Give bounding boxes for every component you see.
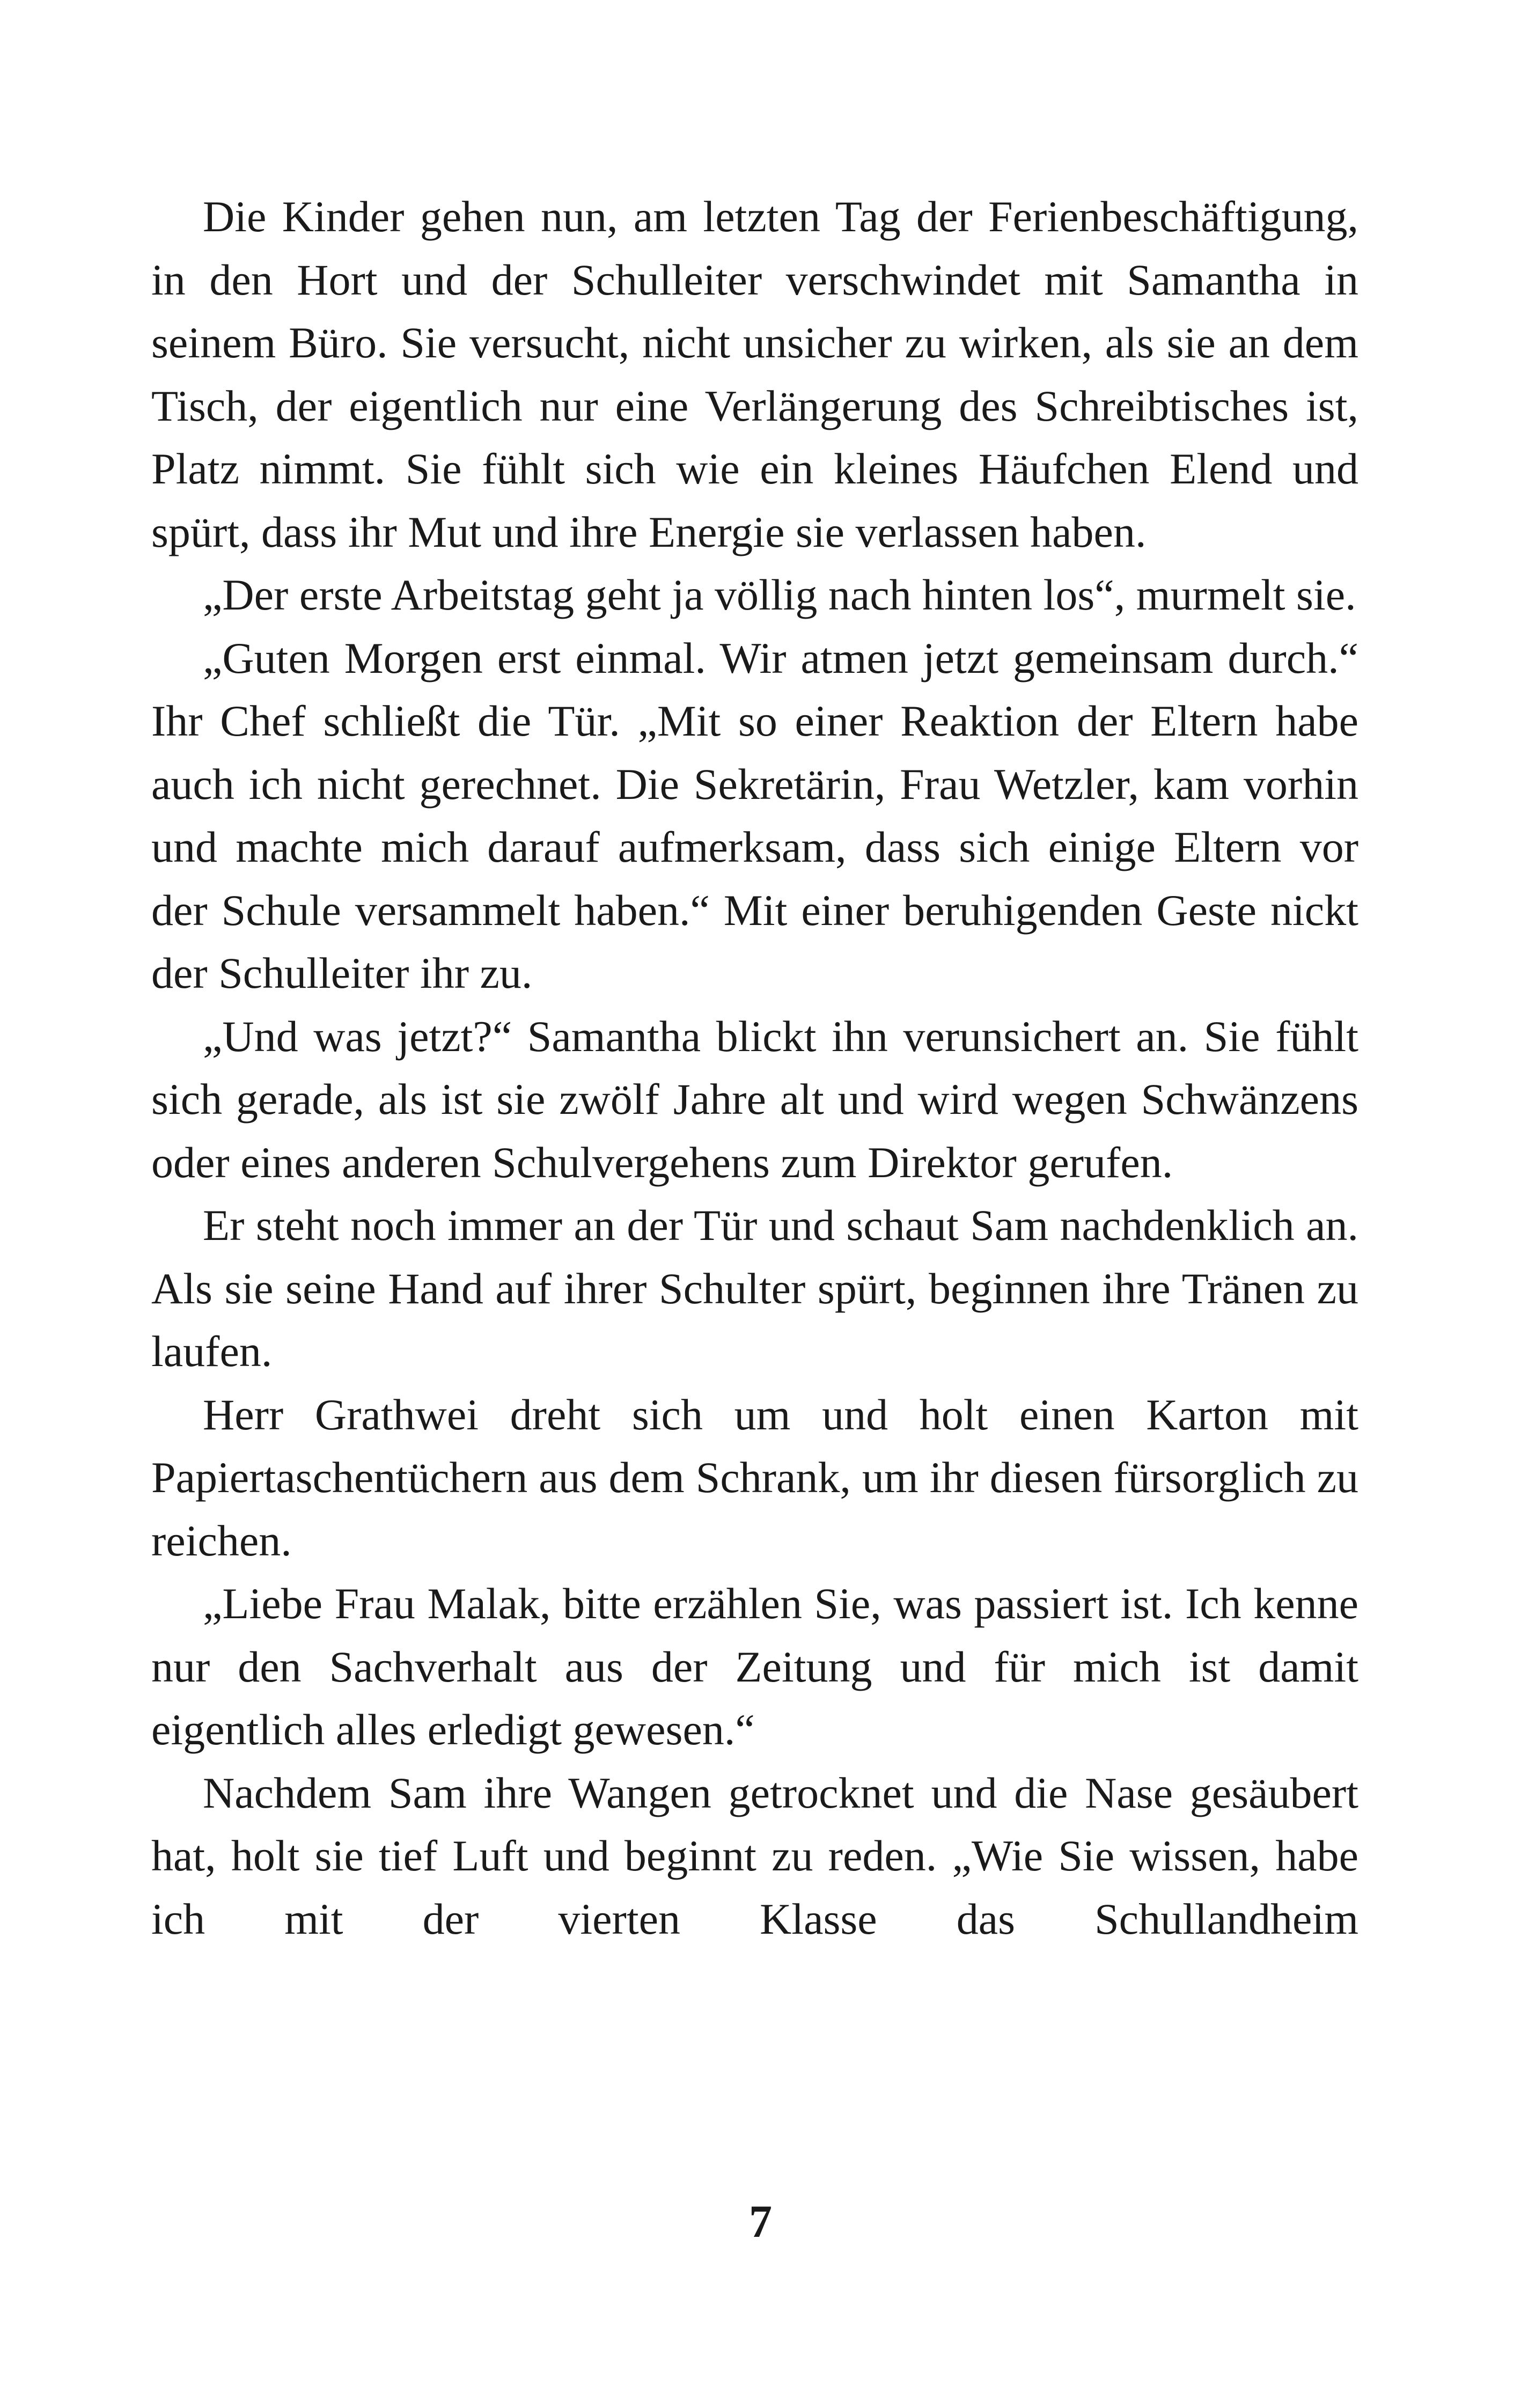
- paragraph-8: Nachdem Sam ihre Wangen getrocknet und die Nase gesäubert hat, holt sie tief Luft und beginnt zu reden. „Wie Sie wissen, habe ich mit der vierten Klasse das Schullandheim: [151, 1768, 1358, 1943]
- paragraph-7: „Liebe Frau Malak, bitte erzählen Sie, was passiert ist. Ich kenne nur den Sachverhalt aus der Zeitung und für mich ist damit eigentlich alles erledigt gewesen.“: [151, 1579, 1358, 1754]
- paragraph-2: „Der erste Arbeitstag geht ja völlig nach hinten los“, murmelt sie.: [203, 570, 1356, 619]
- paragraph-4: „Und was jetzt?“ Samantha blickt ihn verunsichert an. Sie fühlt sich gerade, als ist sie zwölf Jahre alt und wird wegen Schwänzens oder eines anderen Schulvergehens zum Direktor gerufen.: [151, 1011, 1358, 1187]
- body-text: [151, 185, 1358, 1950]
- paragraph-6: Herr Grathwei dreht sich um und holt einen Karton mit Papiertaschentüchern aus dem Schrank, um ihr diesen fürsorglich zu reichen.: [151, 1390, 1358, 1565]
- page-number: 7: [749, 2196, 772, 2247]
- paragraph-1: Die Kinder gehen nun, am letzten Tag der Ferienbeschäftigung, in den Hort und der Schulleiter verschwindet mit Samantha in seinem Büro. Sie versucht, nicht unsicher zu wirken, als sie an dem Tisch, der eigentlich nur eine Verlängerung des Schreibtisches ist, Platz nimmt. Sie fühlt sich wie ein kleines Häufchen Elend und spürt, dass ihr Mut und ihre Energie sie verlassen haben.: [151, 192, 1358, 556]
- paragraph-3: „Guten Morgen erst einmal. Wir atmen jetzt gemeinsam durch.“ Ihr Chef schließt die Tür. „Mit so einer Reaktion der Eltern habe auch ich nicht gerechnet. Die Sekretärin, Frau Wetzler, kam vorhin und machte mich darauf aufmerksam, dass sich einige Eltern vor der Schule versammelt haben.“ Mit einer beruhigenden Geste nickt der Schulleiter ihr zu.: [151, 633, 1358, 997]
- paragraph-5: Er steht noch immer an der Tür und schaut Sam nachdenklich an. Als sie seine Hand auf ihrer Schulter spürt, beginnen ihre Tränen zu laufen.: [151, 1201, 1358, 1376]
